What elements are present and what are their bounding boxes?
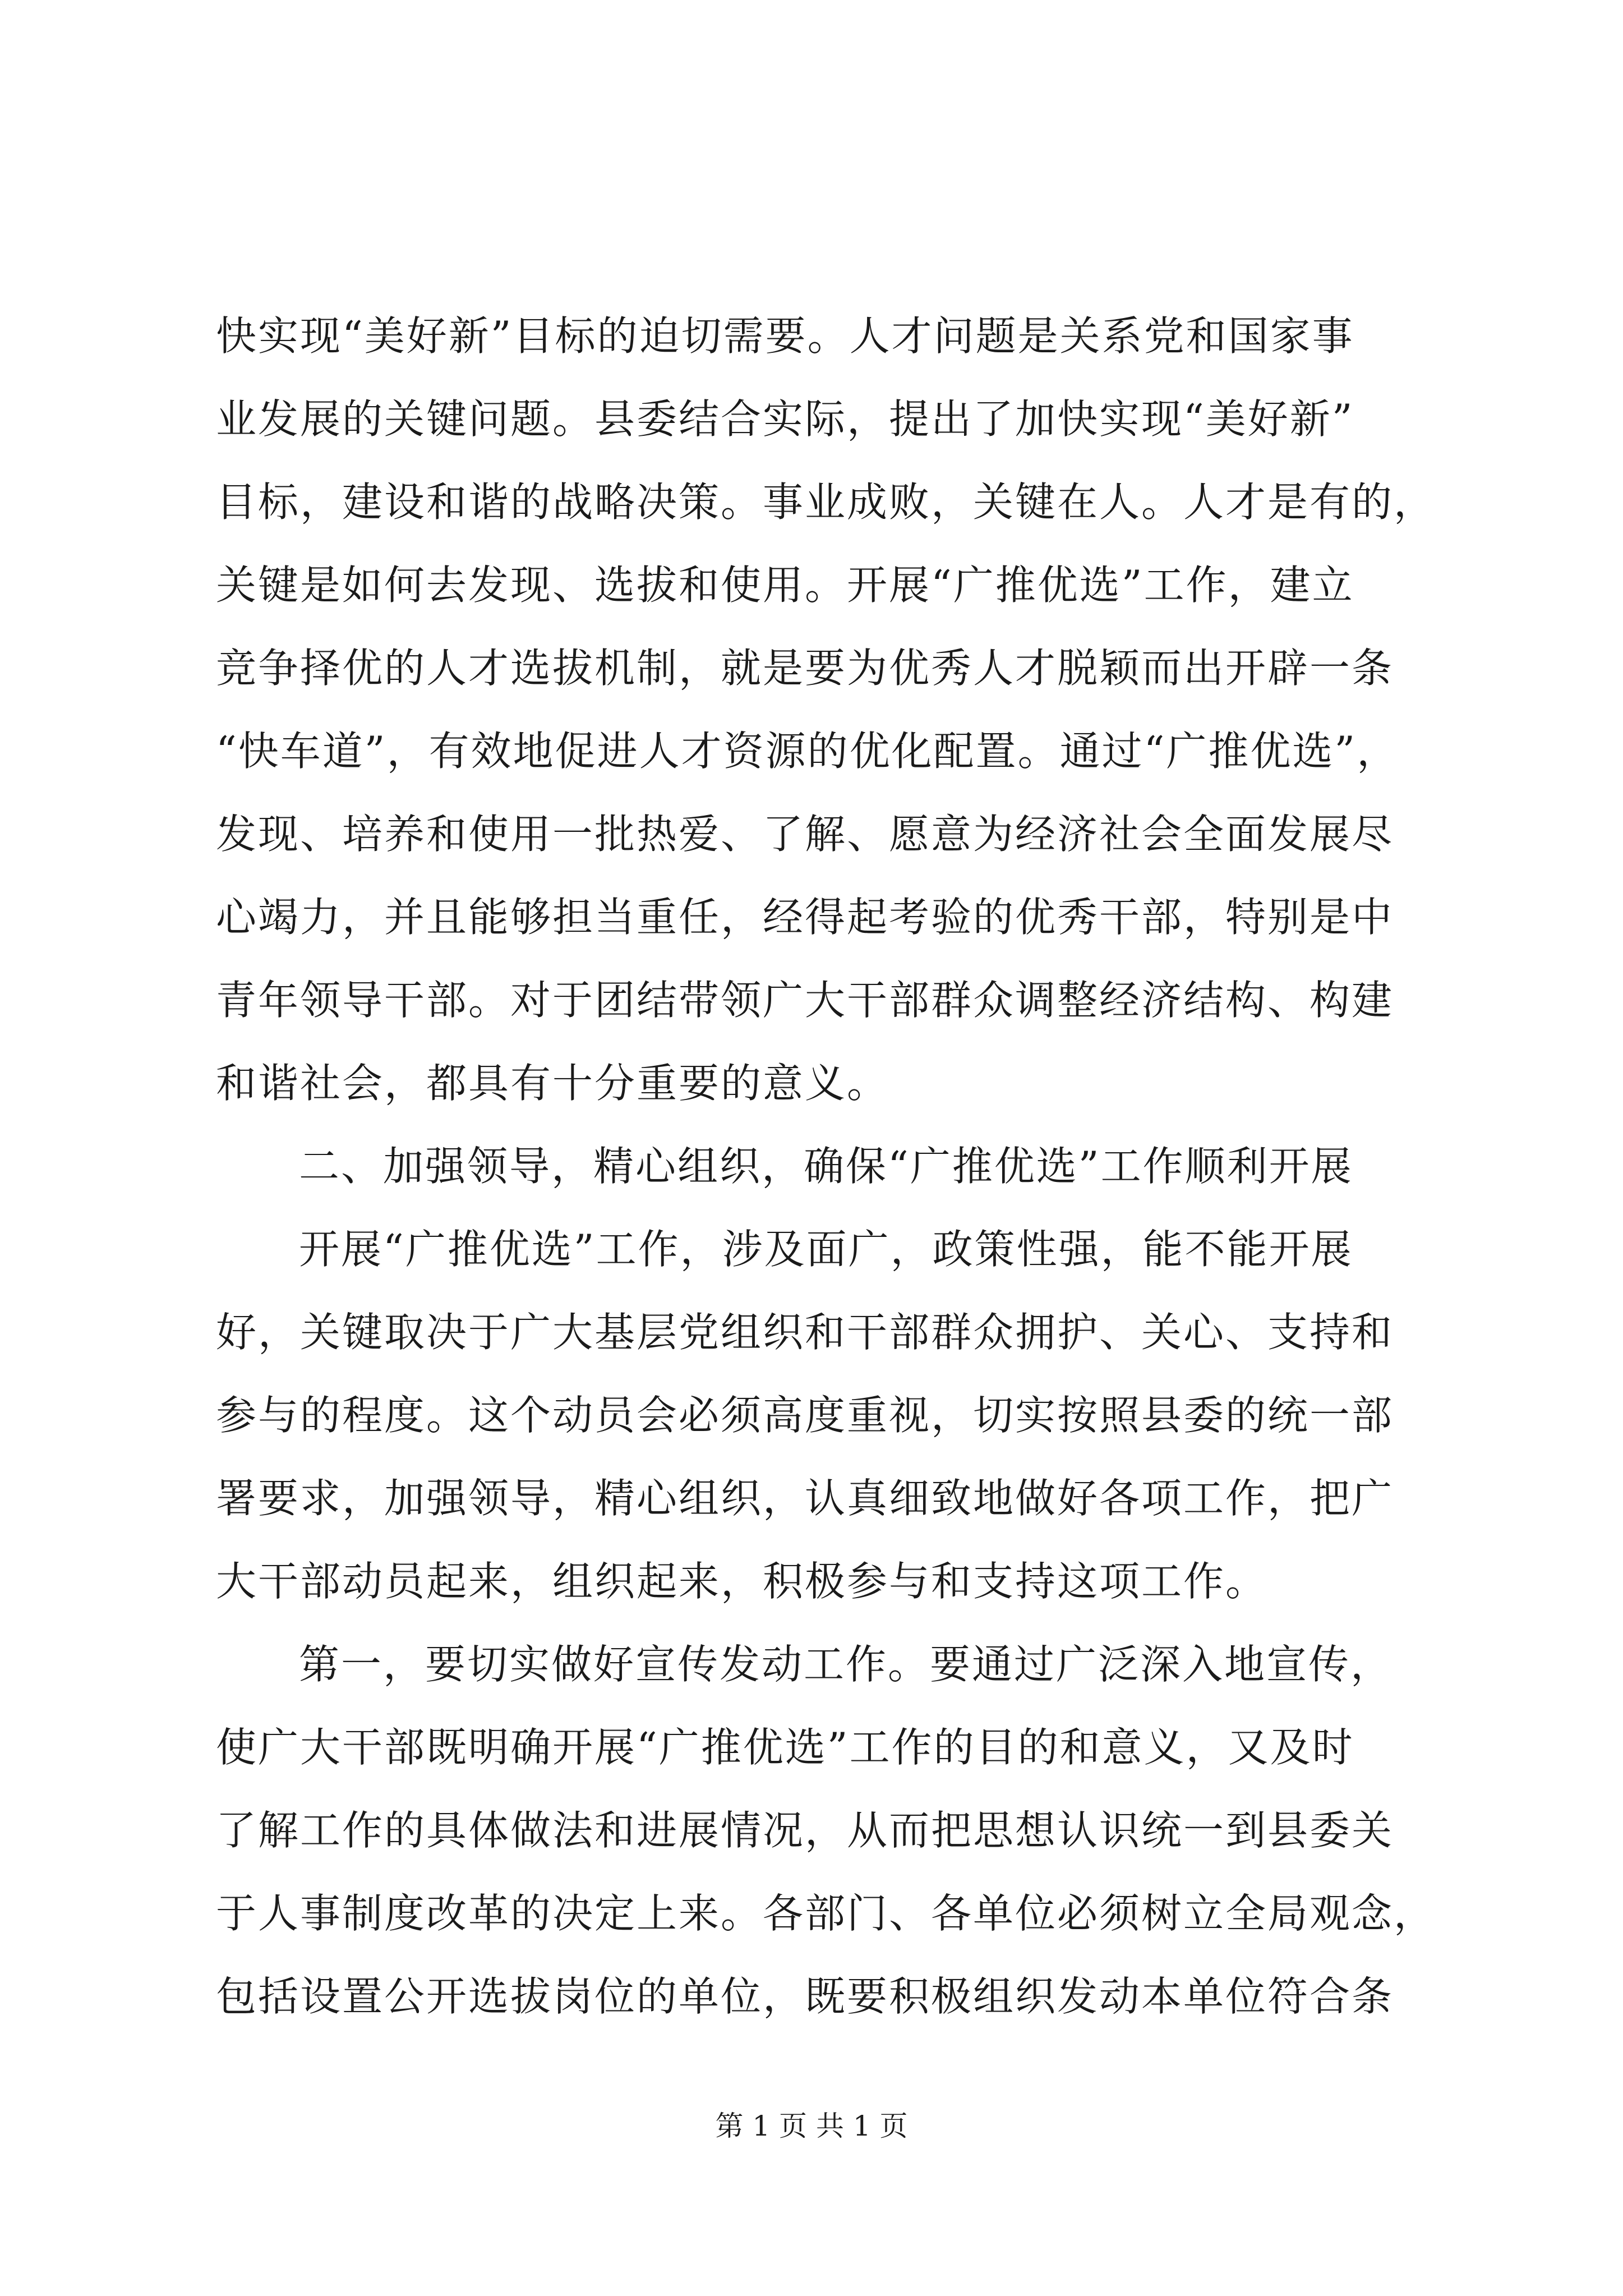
text-line: 二、加强领导，精心组织，确保“广推优选”工作顺利开展 [299, 1143, 1353, 1190]
text-line: 发现、培养和使用一批热爱、了解、愿意为经济社会全面发展尽 [216, 811, 1394, 858]
text-line: 了解工作的具体做法和进展情况，从而把思想认识统一到县委关 [216, 1807, 1394, 1854]
text-line: 快实现“美好新”目标的迫切需要。人才问题是关系党和国家事 [216, 312, 1354, 360]
text-line: 青年领导干部。对于团结带领广大干部群众调整经济结构、构建 [216, 977, 1394, 1024]
text-line: 目标，建设和谐的战略决策。事业成败，关键在人。人才是有的， [216, 478, 1436, 526]
page-footer: 第 1 页 共 1 页 [715, 2110, 908, 2142]
text-line: 使广大干部既明确开展“广推优选”工作的目的和意义，又及时 [216, 1724, 1354, 1771]
text-line: 参与的程度。这个动员会必须高度重视，切实按照县委的统一部 [216, 1392, 1394, 1439]
text-line: 于人事制度改革的决定上来。各部门、各单位必须树立全局观念， [216, 1890, 1436, 1937]
text-line: 开展“广推优选”工作，涉及面广，政策性强，能不能开展 [299, 1226, 1353, 1273]
text-line: 好，关键取决于广大基层党组织和干部群众拥护、关心、支持和 [216, 1309, 1394, 1356]
text-line: 第一，要切实做好宣传发动工作。要通过广泛深入地宣传， [299, 1641, 1393, 1688]
text-line: 业发展的关键问题。县委结合实际，提出了加快实现“美好新” [216, 395, 1354, 443]
text-line: 竞争择优的人才选拔机制，就是要为优秀人才脱颖而出开辟一条 [216, 645, 1394, 692]
text-line: 大干部动员起来，组织起来，积极参与和支持这项工作。 [216, 1558, 1268, 1605]
text-line: 和谐社会，都具有十分重要的意义。 [216, 1060, 889, 1107]
text-line: 包括设置公开选拔岗位的单位，既要积极组织发动本单位符合条 [216, 1973, 1394, 2020]
text-line: 关键是如何去发现、选拔和使用。开展“广推优选”工作，建立 [216, 562, 1354, 609]
text-line: 心竭力，并且能够担当重任，经得起考验的优秀干部，特别是中 [216, 894, 1394, 941]
text-line: 署要求，加强领导，精心组织，认真细致地做好各项工作，把广 [216, 1475, 1394, 1522]
text-line: “快车道”，有效地促进人才资源的优化配置。通过“广推优选”， [216, 728, 1399, 775]
document-body [216, 295, 1436, 2038]
